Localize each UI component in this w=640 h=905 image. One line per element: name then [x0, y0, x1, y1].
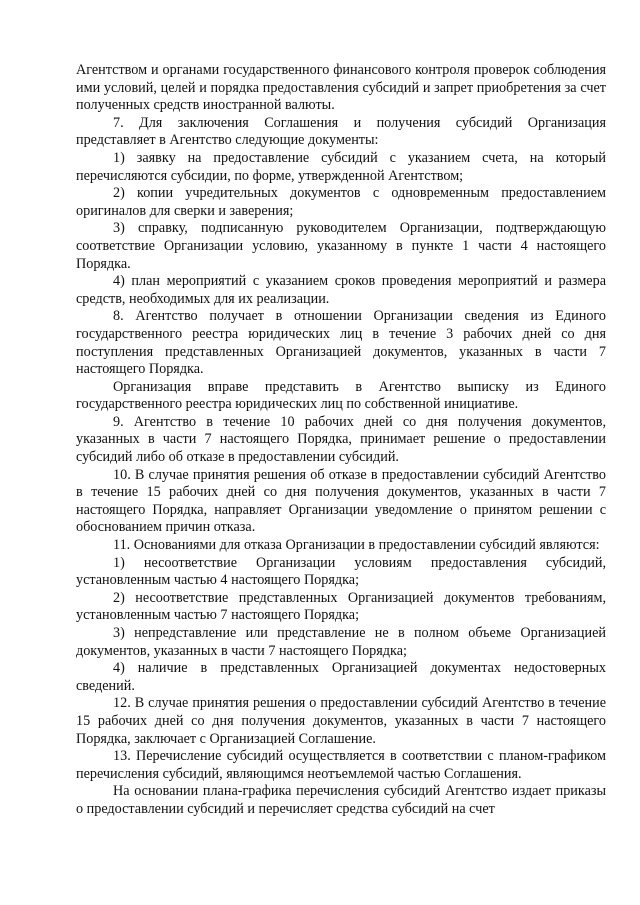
paragraph-subitem-11-1: 1) несоответствие Организации условиям предоставления субсидий, установленным частью 4 настоящего Порядка;: [76, 554, 606, 589]
paragraph-item-9: 9. Агентство в течение 10 рабочих дней со дня получения документов, указанных в части 7 настоящего Порядка, принимает решение о предоставлении субсидий либо об отказе в предоставлении субсидий.: [76, 413, 606, 466]
paragraph-item-12: 12. В случае принятия решения о предоставлении субсидий Агентство в течение 15 рабочих дней со дня получения документов, указанных в части 7 настоящего Порядка, заключает с Организацией Соглашение.: [76, 695, 606, 747]
paragraph-subitem-7-3: 3) справку, подписанную руководителем Организации, подтверждающую соответствие Организации условию, указанному в пункте 1 части 4 настоящего Порядка.: [76, 220, 606, 272]
paragraph-subitem-7-2: 2) копии учредительных документов с одновременным предоставлением оригиналов для сверки и заверения;: [76, 185, 606, 219]
paragraph-subitem-11-4: 4) наличие в представленных Организацией документах недостоверных сведений.: [76, 660, 606, 694]
paragraph-item-8-note: Организация вправе представить в Агентство выписку из Единого государственного реестра юридических лиц по собственной инициативе.: [76, 378, 606, 413]
paragraph-subitem-11-2: 2) несоответствие представленных Организацией документов требованиям, установленным частью 7 настоящего Порядка;: [76, 589, 606, 624]
paragraph-item-7: 7. Для заключения Соглашения и получения субсидий Организация представляет в Агентство следующие документы:: [76, 114, 606, 149]
paragraph-item-13: 13. Перечисление субсидий осуществляется в соответствии с планом-графиком перечисления субсидий, являющимся неотъемлемой частью Соглашения.: [76, 748, 606, 782]
paragraph-item-8: 8. Агентство получает в отношении Организации сведения из Единого государственного реестра юридических лиц в течение 3 рабочих дней со дня поступления представленных Организацией документов, указанных в части 7 настоящего Порядка.: [76, 308, 606, 378]
paragraph-subitem-11-3: 3) непредставление или представление не в полном объеме Организацией документов, указанных в части 7 настоящего Порядка;: [76, 625, 606, 659]
document-body: [76, 62, 606, 819]
paragraph-item-10: 10. В случае принятия решения об отказе в предоставлении субсидий Агентство в течение 15 рабочих дней со дня получения документов, указанных в части 7 настоящего Порядка, направляет Организации уведомление о принятом решении с обоснованием причин отказа.: [76, 466, 606, 536]
paragraph-item-11: 11. Основаниями для отказа Организации в предоставлении субсидий являются:: [113, 537, 600, 554]
paragraph-subitem-7-4: 4) план мероприятий с указанием сроков проведения мероприятий и размера средств, необходимых для их реализации.: [76, 273, 606, 307]
paragraph-continuation: Агентством и органами государственного финансового контроля проверок соблюдения ими условий, целей и порядка предоставления субсидий и запрет приобретения за счет полученных средств иностранной валюты.: [76, 62, 606, 114]
paragraph-item-13-note: На основании плана-графика перечисления субсидий Агентство издает приказы о предоставлении субсидий и перечисляет средства субсидий на счет: [76, 783, 606, 817]
paragraph-subitem-7-1: 1) заявку на предоставление субсидий с указанием счета, на который перечисляются субсидии, по форме, утвержденной Агентством;: [76, 149, 606, 184]
